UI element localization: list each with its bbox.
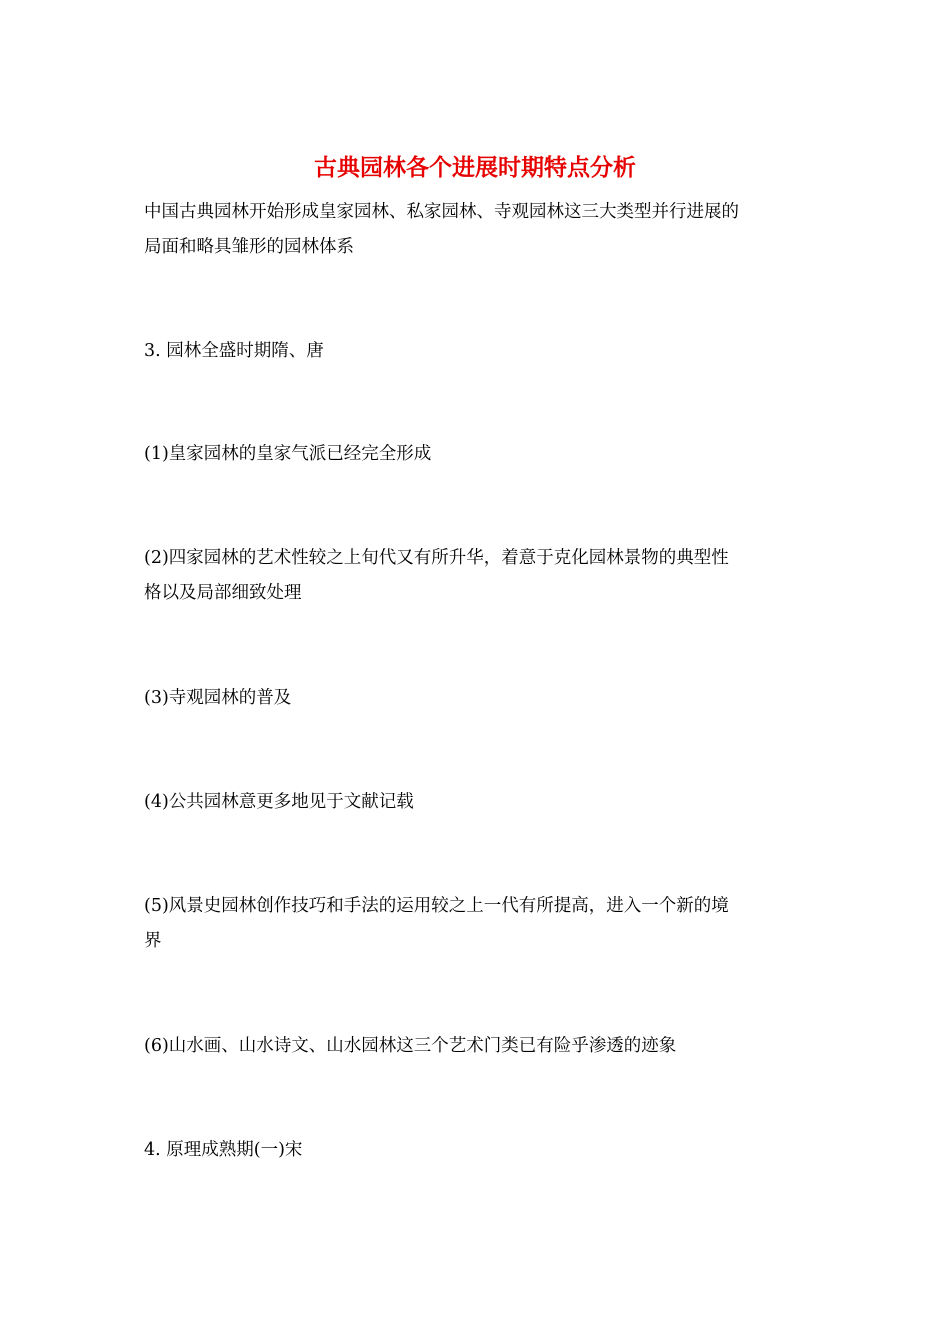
item-4-text: (4)公共园林意更多地见于文献记载 [144, 792, 414, 812]
section-3-heading [144, 334, 804, 369]
section-4-heading [144, 1133, 804, 1168]
item-2-line-2: 格以及局部细致处理 [144, 583, 302, 603]
document-title: 古典园林各个进展时期特点分析 [314, 154, 636, 181]
item-2-line-1: (2)四家园林的艺术性较之上旬代又有所升华，着意于克化园林景物的典型性 [144, 548, 729, 568]
section-3-item-5 [144, 889, 804, 959]
section-3-item-3 [144, 681, 804, 716]
item-6-text: (6)山水画、山水诗文、山水园林这三个艺术门类已有险乎渗透的迹象 [144, 1036, 677, 1056]
intro-paragraph [144, 195, 804, 265]
item-5-line-2: 界 [144, 931, 162, 951]
section-3-item-4 [144, 785, 804, 820]
section-3-item-2 [144, 541, 804, 611]
item-1-text: (1)皇家园林的皇家气派已经完全形成 [144, 444, 432, 464]
intro-line-1: 中国古典园林开始形成皇家园林、私家园林、寺观园林这三大类型并行进展的 [144, 202, 739, 222]
section-3-item-1 [144, 437, 804, 472]
section-3-item-6 [144, 1029, 804, 1064]
intro-line-2: 局面和略具雏形的园林体系 [144, 237, 354, 257]
section-4-heading-text: 4. 原理成熟期(一)宋 [144, 1140, 303, 1160]
section-3-heading-text: 3. 园林全盛时期隋、唐 [144, 341, 324, 361]
item-3-text: (3)寺观园林的普及 [144, 688, 292, 708]
item-5-line-1: (5)风景史园林创作技巧和手法的运用较之上一代有所提高，进入一个新的境 [144, 896, 729, 916]
